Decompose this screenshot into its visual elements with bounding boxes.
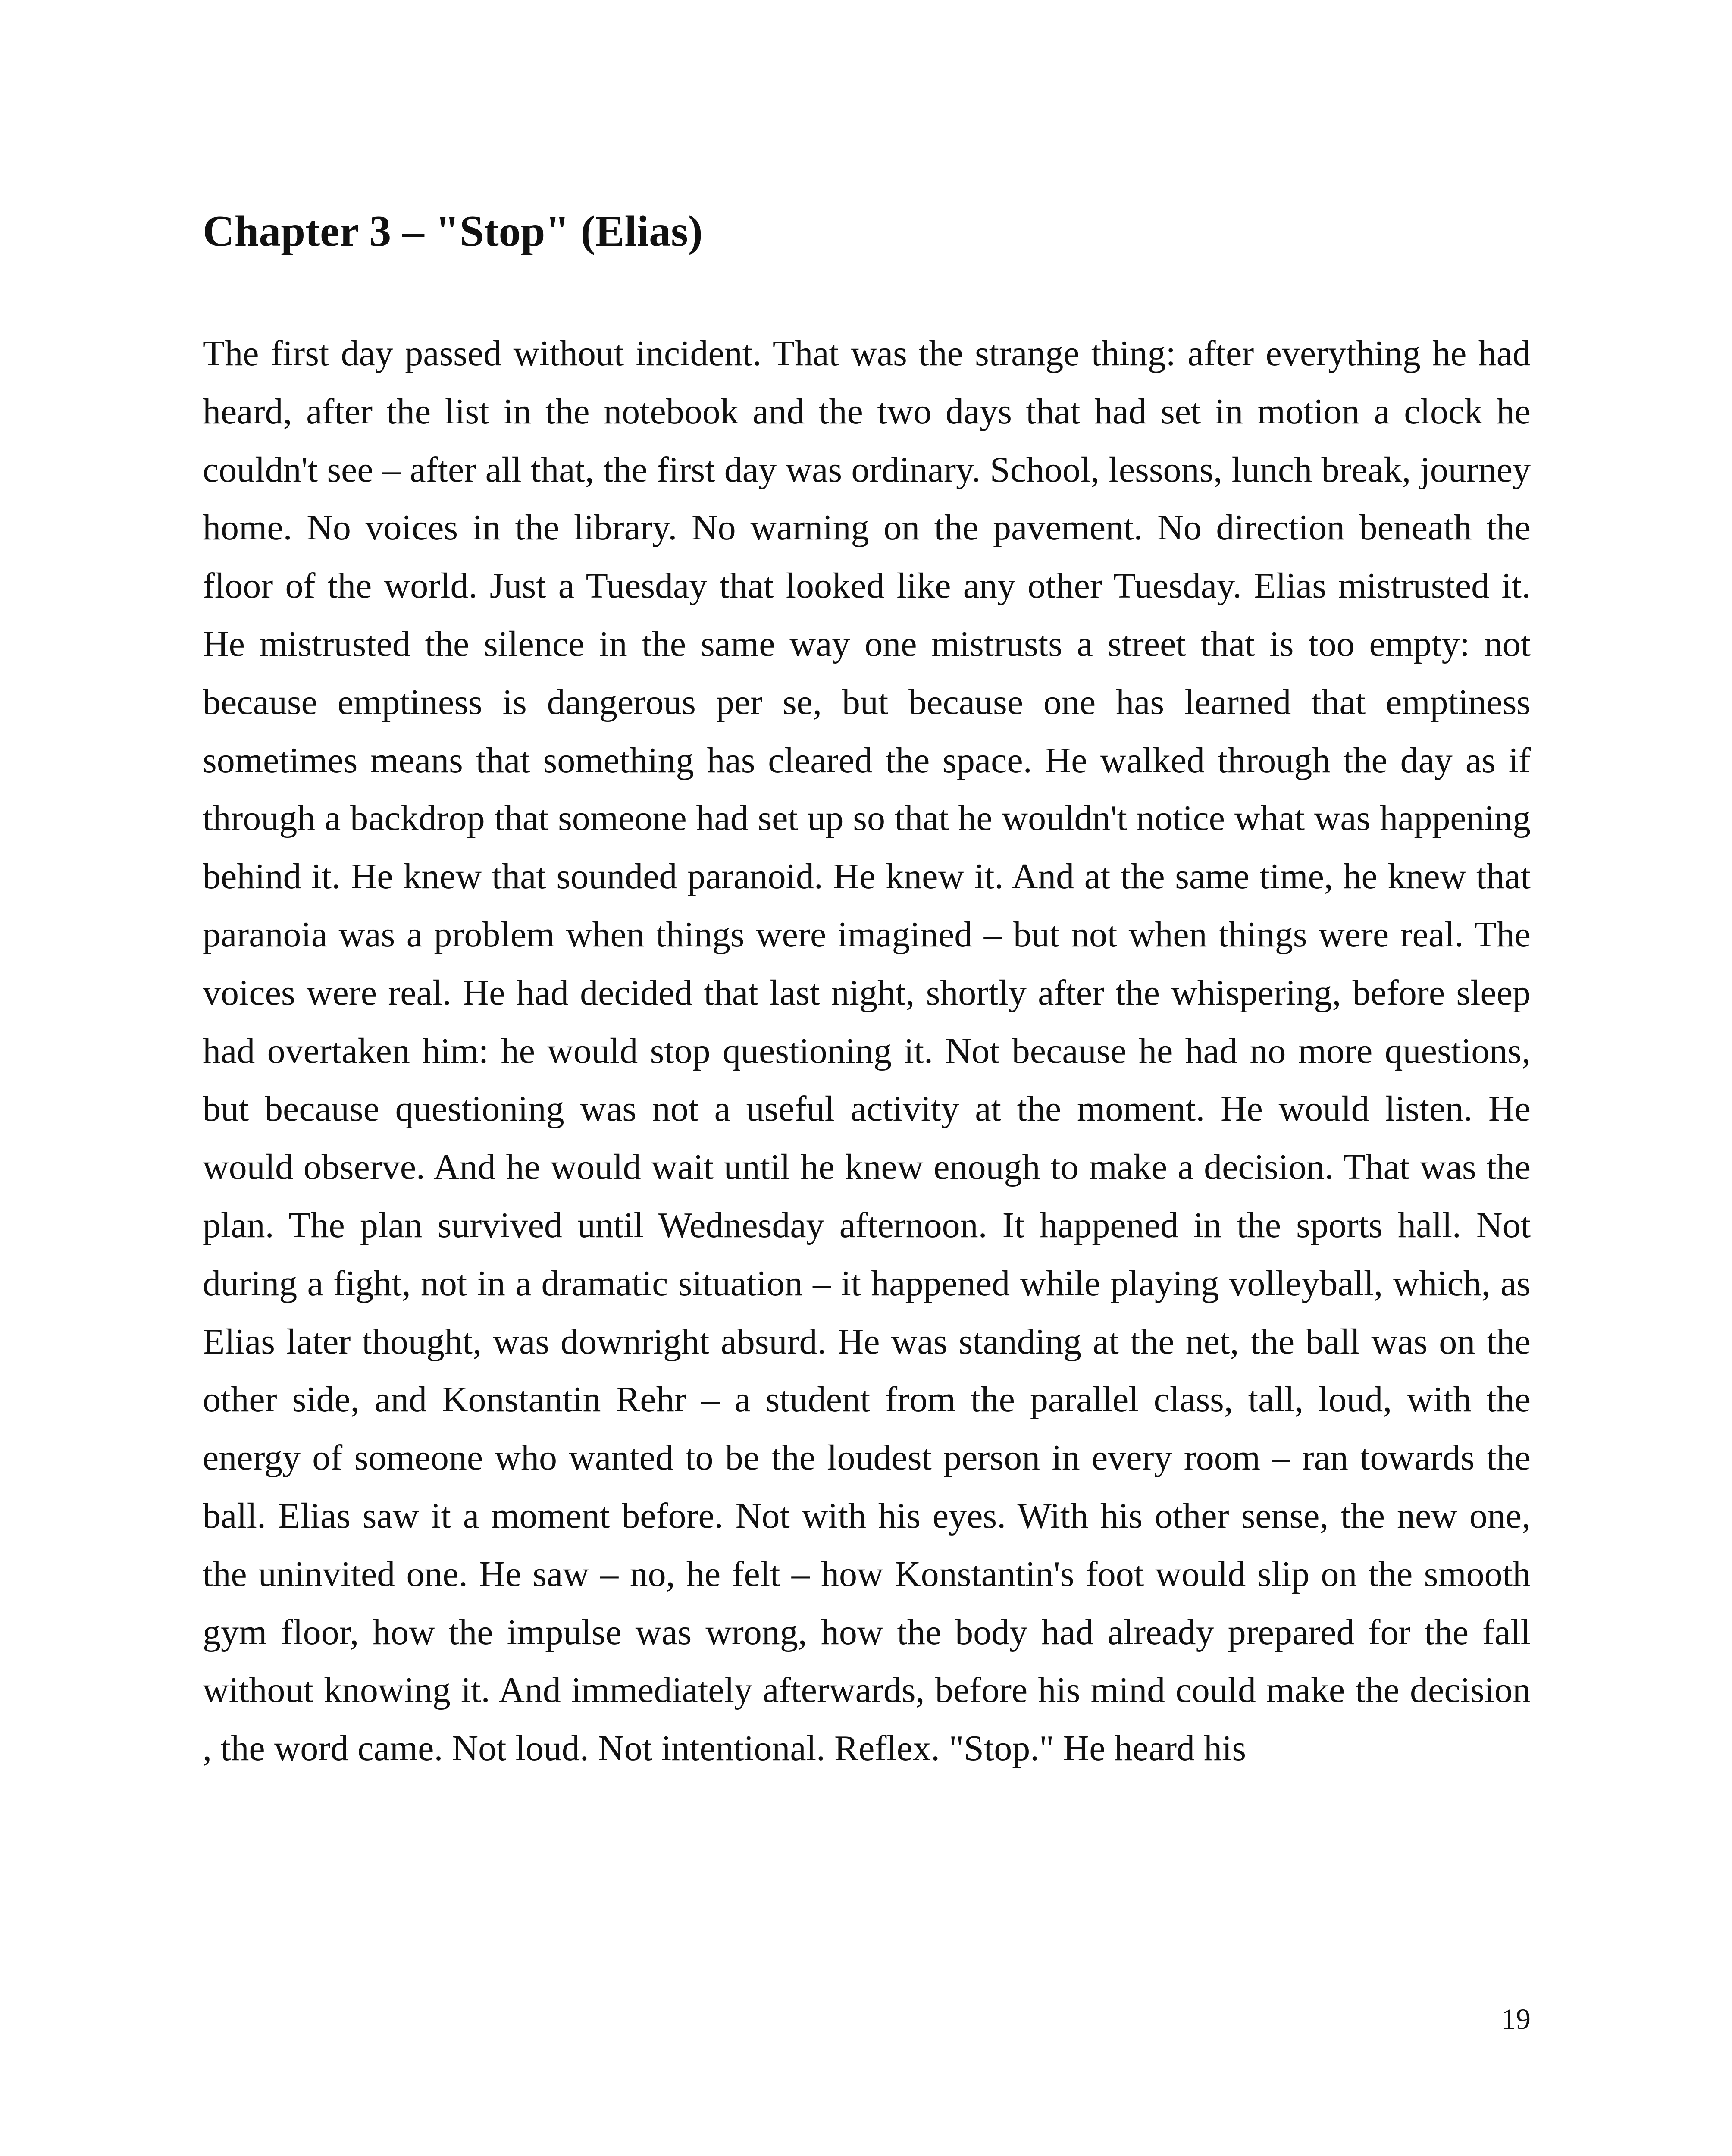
body-paragraph: The first day passed without incident. That was the strange thing: after everything he had heard, after the list in the notebook and the two days that had set in motion a clock he couldn't see – after all that, the first day was ordinary. School, lessons, lunch break, journey home. No voices in the library. No warning on the pavement. No direction beneath the floor of the world. Just a Tuesday that looked like any other Tuesday. Elias mistrusted it. He mistrusted the silence in the same way one mistrusts a street that is too empty: not because emptiness is dangerous per se, but because one has learned that emptiness sometimes means that something has cleared the space. He walked through the day as if through a backdrop that someone had set up so that he wouldn't notice what was happening behind it. He knew that sounded paranoid. He knew it. And at the same time, he knew that paranoia was a problem when things were imagined – but not when things were real. The voices were real. He had decided that last night, shortly after the whispering, before sleep had overtaken him: he would stop questioning it. Not because he had no more questions, but because questioning was not a useful activity at the moment. He would listen. He would observe. And he would wait until he knew enough to make a decision. That was the plan. The plan survived until Wednesday afternoon. It happened in the sports hall. Not during a fight, not in a dramatic situation – it happened while playing volleyball, which, as Elias later thought, was downright absurd. He was standing at the net, the ball was on the other side, and Konstantin Rehr – a student from the parallel class, tall, loud, with the energy of someone who wanted to be the loudest person in every room – ran towards the ball. Elias saw it a moment before. Not with his eyes. With his other sense, the new one, the uninvited one. He saw – no, he felt – how Konstantin's foot would slip on the smooth gym floor, how the impulse was wrong, how the body had already prepared for the fall without knowing it. And immediately afterwards, before his mind could make the decision , the word came. Not loud. Not intentional. Reflex. "Stop." He heard his	[203, 333, 1531, 1769]
page-number: 19	[1501, 2002, 1531, 2035]
chapter-title: Chapter 3 – "Stop" (Elias)	[203, 207, 703, 256]
